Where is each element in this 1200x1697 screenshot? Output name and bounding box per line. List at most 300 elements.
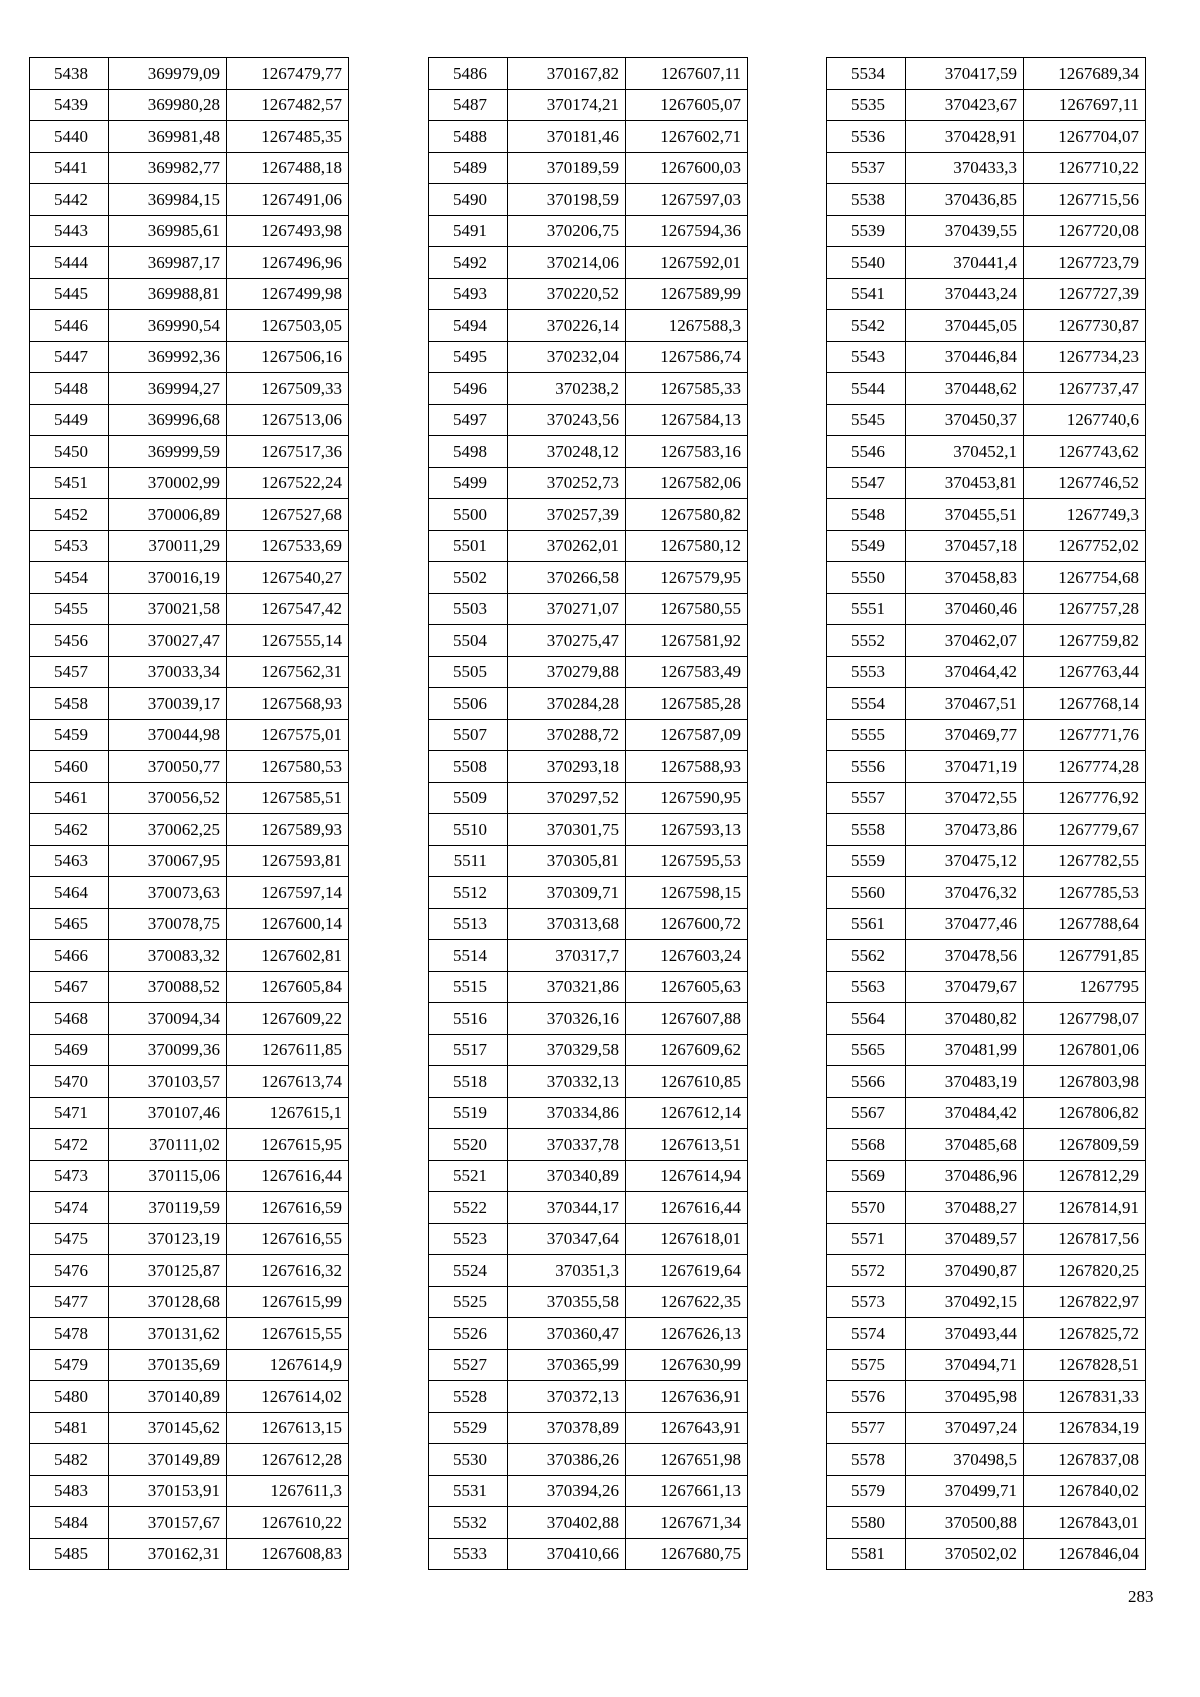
x-coordinate-cell: 369985,61	[109, 215, 227, 247]
table-row	[429, 877, 748, 909]
x-coordinate-cell: 370243,56	[508, 404, 626, 436]
table-row	[827, 656, 1146, 688]
y-coordinate-cell: 1267607,11	[626, 58, 748, 90]
table-row	[827, 152, 1146, 184]
table-row	[827, 310, 1146, 342]
x-coordinate-cell: 370433,3	[906, 152, 1024, 184]
point-number-cell: 5553	[827, 656, 906, 688]
x-coordinate-cell: 370498,5	[906, 1444, 1024, 1476]
point-number-cell: 5443	[30, 215, 109, 247]
point-number-cell: 5448	[30, 373, 109, 405]
point-number-cell: 5509	[429, 782, 508, 814]
point-number-cell: 5545	[827, 404, 906, 436]
point-number-cell: 5470	[30, 1066, 109, 1098]
x-coordinate-cell: 370189,59	[508, 152, 626, 184]
point-number-cell: 5502	[429, 562, 508, 594]
point-number-cell: 5442	[30, 184, 109, 216]
table-row	[30, 1286, 349, 1318]
y-coordinate-cell: 1267630,99	[626, 1349, 748, 1381]
page-number: 283	[1128, 1587, 1154, 1606]
table-row	[827, 1412, 1146, 1444]
point-number-cell: 5540	[827, 247, 906, 279]
y-coordinate-cell: 1267613,15	[227, 1412, 349, 1444]
x-coordinate-cell: 370480,82	[906, 1003, 1024, 1035]
table-row	[429, 688, 748, 720]
point-number-cell: 5496	[429, 373, 508, 405]
table-row	[30, 940, 349, 972]
table-row	[429, 1003, 748, 1035]
table-row	[429, 467, 748, 499]
x-coordinate-cell: 370073,63	[109, 877, 227, 909]
y-coordinate-cell: 1267616,32	[227, 1255, 349, 1287]
y-coordinate-cell: 1267782,55	[1024, 845, 1146, 877]
point-number-cell: 5551	[827, 593, 906, 625]
table-row	[429, 593, 748, 625]
x-coordinate-cell: 370181,46	[508, 121, 626, 153]
y-coordinate-cell: 1267605,07	[626, 89, 748, 121]
y-coordinate-cell: 1267611,85	[227, 1034, 349, 1066]
table-row	[429, 625, 748, 657]
point-number-cell: 5525	[429, 1286, 508, 1318]
y-coordinate-cell: 1267562,31	[227, 656, 349, 688]
point-number-cell: 5548	[827, 499, 906, 531]
x-coordinate-cell: 370094,34	[109, 1003, 227, 1035]
point-number-cell: 5523	[429, 1223, 508, 1255]
table-row	[429, 940, 748, 972]
point-number-cell: 5580	[827, 1507, 906, 1539]
table-row	[429, 1349, 748, 1381]
point-number-cell: 5491	[429, 215, 508, 247]
y-coordinate-cell: 1267580,55	[626, 593, 748, 625]
table-row	[429, 1066, 748, 1098]
point-number-cell: 5507	[429, 719, 508, 751]
x-coordinate-cell: 370472,55	[906, 782, 1024, 814]
y-coordinate-cell: 1267614,9	[227, 1349, 349, 1381]
point-number-cell: 5518	[429, 1066, 508, 1098]
point-number-cell: 5530	[429, 1444, 508, 1476]
y-coordinate-cell: 1267585,51	[227, 782, 349, 814]
y-coordinate-cell: 1267612,14	[626, 1097, 748, 1129]
y-coordinate-cell: 1267611,3	[227, 1475, 349, 1507]
x-coordinate-cell: 370499,71	[906, 1475, 1024, 1507]
point-number-cell: 5526	[429, 1318, 508, 1350]
x-coordinate-cell: 370062,25	[109, 814, 227, 846]
table-row	[30, 310, 349, 342]
x-coordinate-cell: 370332,13	[508, 1066, 626, 1098]
y-coordinate-cell: 1267586,74	[626, 341, 748, 373]
y-coordinate-cell: 1267581,92	[626, 625, 748, 657]
point-number-cell: 5500	[429, 499, 508, 531]
x-coordinate-cell: 370402,88	[508, 1507, 626, 1539]
table-row	[429, 278, 748, 310]
y-coordinate-cell: 1267771,76	[1024, 719, 1146, 751]
x-coordinate-cell: 370462,07	[906, 625, 1024, 657]
x-coordinate-cell: 370214,06	[508, 247, 626, 279]
y-coordinate-cell: 1267798,07	[1024, 1003, 1146, 1035]
y-coordinate-cell: 1267752,02	[1024, 530, 1146, 562]
y-coordinate-cell: 1267671,34	[626, 1507, 748, 1539]
y-coordinate-cell: 1267609,22	[227, 1003, 349, 1035]
point-number-cell: 5469	[30, 1034, 109, 1066]
point-number-cell: 5559	[827, 845, 906, 877]
x-coordinate-cell: 370479,67	[906, 971, 1024, 1003]
y-coordinate-cell: 1267540,27	[227, 562, 349, 594]
x-coordinate-cell: 370198,59	[508, 184, 626, 216]
y-coordinate-cell: 1267605,63	[626, 971, 748, 1003]
point-number-cell: 5505	[429, 656, 508, 688]
table-row	[30, 719, 349, 751]
table-row	[827, 121, 1146, 153]
table-row	[30, 1003, 349, 1035]
table-row	[30, 845, 349, 877]
y-coordinate-cell: 1267568,93	[227, 688, 349, 720]
table-row	[30, 782, 349, 814]
table-row	[827, 1255, 1146, 1287]
point-number-cell: 5438	[30, 58, 109, 90]
table-row	[827, 1129, 1146, 1161]
table-row	[827, 499, 1146, 531]
y-coordinate-cell: 1267715,56	[1024, 184, 1146, 216]
y-coordinate-cell: 1267822,97	[1024, 1286, 1146, 1318]
coordinate-table-1	[29, 57, 349, 1570]
x-coordinate-cell: 370484,42	[906, 1097, 1024, 1129]
table-row	[30, 1381, 349, 1413]
table-row	[429, 1223, 748, 1255]
x-coordinate-cell: 370271,07	[508, 593, 626, 625]
x-coordinate-cell: 370476,32	[906, 877, 1024, 909]
y-coordinate-cell: 1267499,98	[227, 278, 349, 310]
x-coordinate-cell: 370174,21	[508, 89, 626, 121]
point-number-cell: 5456	[30, 625, 109, 657]
y-coordinate-cell: 1267689,34	[1024, 58, 1146, 90]
y-coordinate-cell: 1267589,93	[227, 814, 349, 846]
x-coordinate-cell: 370475,12	[906, 845, 1024, 877]
point-number-cell: 5490	[429, 184, 508, 216]
point-number-cell: 5544	[827, 373, 906, 405]
point-number-cell: 5473	[30, 1160, 109, 1192]
y-coordinate-cell: 1267806,82	[1024, 1097, 1146, 1129]
table-row	[30, 625, 349, 657]
point-number-cell: 5552	[827, 625, 906, 657]
x-coordinate-cell: 370167,82	[508, 58, 626, 90]
x-coordinate-cell: 370452,1	[906, 436, 1024, 468]
point-number-cell: 5538	[827, 184, 906, 216]
table-row	[827, 625, 1146, 657]
point-number-cell: 5461	[30, 782, 109, 814]
coordinate-table-3	[826, 57, 1146, 1570]
x-coordinate-cell: 370056,52	[109, 782, 227, 814]
x-coordinate-cell: 370002,99	[109, 467, 227, 499]
x-coordinate-cell: 369979,09	[109, 58, 227, 90]
y-coordinate-cell: 1267585,33	[626, 373, 748, 405]
y-coordinate-cell: 1267509,33	[227, 373, 349, 405]
x-coordinate-cell: 369987,17	[109, 247, 227, 279]
y-coordinate-cell: 1267704,07	[1024, 121, 1146, 153]
table-row	[429, 562, 748, 594]
point-number-cell: 5581	[827, 1538, 906, 1570]
y-coordinate-cell: 1267768,14	[1024, 688, 1146, 720]
y-coordinate-cell: 1267493,98	[227, 215, 349, 247]
table-row	[30, 1475, 349, 1507]
y-coordinate-cell: 1267774,28	[1024, 751, 1146, 783]
x-coordinate-cell: 369996,68	[109, 404, 227, 436]
y-coordinate-cell: 1267779,67	[1024, 814, 1146, 846]
x-coordinate-cell: 370135,69	[109, 1349, 227, 1381]
point-number-cell: 5479	[30, 1349, 109, 1381]
x-coordinate-cell: 370149,89	[109, 1444, 227, 1476]
y-coordinate-cell: 1267727,39	[1024, 278, 1146, 310]
point-number-cell: 5565	[827, 1034, 906, 1066]
y-coordinate-cell: 1267583,16	[626, 436, 748, 468]
table-row	[30, 1223, 349, 1255]
x-coordinate-cell: 370162,31	[109, 1538, 227, 1570]
y-coordinate-cell: 1267754,68	[1024, 562, 1146, 594]
point-number-cell: 5492	[429, 247, 508, 279]
table-row	[827, 530, 1146, 562]
y-coordinate-cell: 1267613,74	[227, 1066, 349, 1098]
table-row	[429, 499, 748, 531]
y-coordinate-cell: 1267825,72	[1024, 1318, 1146, 1350]
table-row	[30, 1192, 349, 1224]
y-coordinate-cell: 1267527,68	[227, 499, 349, 531]
x-coordinate-cell: 370021,58	[109, 593, 227, 625]
table-row	[429, 1160, 748, 1192]
y-coordinate-cell: 1267616,44	[626, 1192, 748, 1224]
x-coordinate-cell: 370111,02	[109, 1129, 227, 1161]
table-row	[429, 908, 748, 940]
table-row	[827, 1003, 1146, 1035]
y-coordinate-cell: 1267840,02	[1024, 1475, 1146, 1507]
y-coordinate-cell: 1267579,95	[626, 562, 748, 594]
y-coordinate-cell: 1267590,95	[626, 782, 748, 814]
x-coordinate-cell: 370441,4	[906, 247, 1024, 279]
table-row	[429, 814, 748, 846]
table-row	[429, 184, 748, 216]
point-number-cell: 5458	[30, 688, 109, 720]
x-coordinate-cell: 370469,77	[906, 719, 1024, 751]
x-coordinate-cell: 370262,01	[508, 530, 626, 562]
table-row	[827, 184, 1146, 216]
y-coordinate-cell: 1267737,47	[1024, 373, 1146, 405]
x-coordinate-cell: 370238,2	[508, 373, 626, 405]
y-coordinate-cell: 1267615,99	[227, 1286, 349, 1318]
y-coordinate-cell: 1267680,75	[626, 1538, 748, 1570]
x-coordinate-cell: 370344,17	[508, 1192, 626, 1224]
x-coordinate-cell: 370103,57	[109, 1066, 227, 1098]
point-number-cell: 5471	[30, 1097, 109, 1129]
y-coordinate-cell: 1267795	[1024, 971, 1146, 1003]
point-number-cell: 5444	[30, 247, 109, 279]
point-number-cell: 5488	[429, 121, 508, 153]
table-row	[429, 1286, 748, 1318]
y-coordinate-cell: 1267661,13	[626, 1475, 748, 1507]
table-row	[429, 1475, 748, 1507]
table-row	[827, 247, 1146, 279]
point-number-cell: 5535	[827, 89, 906, 121]
point-number-cell: 5450	[30, 436, 109, 468]
point-number-cell: 5447	[30, 341, 109, 373]
table-row	[827, 908, 1146, 940]
table-row	[30, 121, 349, 153]
table-row	[827, 1160, 1146, 1192]
table-row	[30, 373, 349, 405]
point-number-cell: 5506	[429, 688, 508, 720]
x-coordinate-cell: 370386,26	[508, 1444, 626, 1476]
x-coordinate-cell: 370378,89	[508, 1412, 626, 1444]
x-coordinate-cell: 370340,89	[508, 1160, 626, 1192]
table-row	[429, 341, 748, 373]
y-coordinate-cell: 1267482,57	[227, 89, 349, 121]
y-coordinate-cell: 1267809,59	[1024, 1129, 1146, 1161]
table-row	[30, 1255, 349, 1287]
y-coordinate-cell: 1267831,33	[1024, 1381, 1146, 1413]
point-number-cell: 5472	[30, 1129, 109, 1161]
x-coordinate-cell: 370473,86	[906, 814, 1024, 846]
table-row	[429, 656, 748, 688]
table-row	[827, 782, 1146, 814]
point-number-cell: 5527	[429, 1349, 508, 1381]
y-coordinate-cell: 1267812,29	[1024, 1160, 1146, 1192]
x-coordinate-cell: 370347,64	[508, 1223, 626, 1255]
y-coordinate-cell: 1267626,13	[626, 1318, 748, 1350]
point-number-cell: 5477	[30, 1286, 109, 1318]
x-coordinate-cell: 370016,19	[109, 562, 227, 594]
y-coordinate-cell: 1267616,44	[227, 1160, 349, 1192]
y-coordinate-cell: 1267583,49	[626, 656, 748, 688]
table-row	[429, 1318, 748, 1350]
x-coordinate-cell: 370446,84	[906, 341, 1024, 373]
x-coordinate-cell: 370489,57	[906, 1223, 1024, 1255]
point-number-cell: 5493	[429, 278, 508, 310]
x-coordinate-cell: 370464,42	[906, 656, 1024, 688]
x-coordinate-cell: 370453,81	[906, 467, 1024, 499]
table-row	[827, 1286, 1146, 1318]
point-number-cell: 5579	[827, 1475, 906, 1507]
table-row	[30, 278, 349, 310]
table-row	[429, 719, 748, 751]
table-row	[30, 1129, 349, 1161]
point-number-cell: 5516	[429, 1003, 508, 1035]
table-row	[827, 58, 1146, 90]
y-coordinate-cell: 1267607,88	[626, 1003, 748, 1035]
y-coordinate-cell: 1267612,28	[227, 1444, 349, 1476]
table-row	[429, 215, 748, 247]
y-coordinate-cell: 1267555,14	[227, 625, 349, 657]
y-coordinate-cell: 1267814,91	[1024, 1192, 1146, 1224]
table-row	[827, 1318, 1146, 1350]
point-number-cell: 5455	[30, 593, 109, 625]
point-number-cell: 5463	[30, 845, 109, 877]
y-coordinate-cell: 1267600,03	[626, 152, 748, 184]
x-coordinate-cell: 370321,86	[508, 971, 626, 1003]
table-row	[429, 751, 748, 783]
y-coordinate-cell: 1267488,18	[227, 152, 349, 184]
point-number-cell: 5541	[827, 278, 906, 310]
point-number-cell: 5485	[30, 1538, 109, 1570]
x-coordinate-cell: 370257,39	[508, 499, 626, 531]
x-coordinate-cell: 370044,98	[109, 719, 227, 751]
point-number-cell: 5454	[30, 562, 109, 594]
x-coordinate-cell: 370313,68	[508, 908, 626, 940]
point-number-cell: 5531	[429, 1475, 508, 1507]
x-coordinate-cell: 370301,75	[508, 814, 626, 846]
y-coordinate-cell: 1267720,08	[1024, 215, 1146, 247]
x-coordinate-cell: 370248,12	[508, 436, 626, 468]
x-coordinate-cell: 370275,47	[508, 625, 626, 657]
x-coordinate-cell: 370128,68	[109, 1286, 227, 1318]
x-coordinate-cell: 370027,47	[109, 625, 227, 657]
table-row	[30, 467, 349, 499]
y-coordinate-cell: 1267746,52	[1024, 467, 1146, 499]
x-coordinate-cell: 370351,3	[508, 1255, 626, 1287]
table-row	[30, 530, 349, 562]
point-number-cell: 5560	[827, 877, 906, 909]
point-number-cell: 5460	[30, 751, 109, 783]
point-number-cell: 5529	[429, 1412, 508, 1444]
point-number-cell: 5466	[30, 940, 109, 972]
point-number-cell: 5483	[30, 1475, 109, 1507]
y-coordinate-cell: 1267522,24	[227, 467, 349, 499]
point-number-cell: 5555	[827, 719, 906, 751]
table-row	[30, 688, 349, 720]
table-row	[827, 1034, 1146, 1066]
x-coordinate-cell: 370410,66	[508, 1538, 626, 1570]
table-row	[30, 1349, 349, 1381]
point-number-cell: 5476	[30, 1255, 109, 1287]
table-row	[30, 1538, 349, 1570]
x-coordinate-cell: 370500,88	[906, 1507, 1024, 1539]
x-coordinate-cell: 369984,15	[109, 184, 227, 216]
y-coordinate-cell: 1267592,01	[626, 247, 748, 279]
point-number-cell: 5570	[827, 1192, 906, 1224]
x-coordinate-cell: 370355,58	[508, 1286, 626, 1318]
point-number-cell: 5578	[827, 1444, 906, 1476]
x-coordinate-cell: 370458,83	[906, 562, 1024, 594]
x-coordinate-cell: 370492,15	[906, 1286, 1024, 1318]
y-coordinate-cell: 1267600,14	[227, 908, 349, 940]
point-number-cell: 5445	[30, 278, 109, 310]
x-coordinate-cell: 370365,99	[508, 1349, 626, 1381]
table-row	[30, 1066, 349, 1098]
point-number-cell: 5537	[827, 152, 906, 184]
y-coordinate-cell: 1267580,82	[626, 499, 748, 531]
table-row	[30, 1318, 349, 1350]
y-coordinate-cell: 1267616,55	[227, 1223, 349, 1255]
x-coordinate-cell: 370266,58	[508, 562, 626, 594]
table-row	[429, 1538, 748, 1570]
y-coordinate-cell: 1267788,64	[1024, 908, 1146, 940]
point-number-cell: 5501	[429, 530, 508, 562]
y-coordinate-cell: 1267593,13	[626, 814, 748, 846]
point-number-cell: 5474	[30, 1192, 109, 1224]
point-number-cell: 5503	[429, 593, 508, 625]
y-coordinate-cell: 1267588,93	[626, 751, 748, 783]
y-coordinate-cell: 1267697,11	[1024, 89, 1146, 121]
table-row	[429, 1129, 748, 1161]
y-coordinate-cell: 1267820,25	[1024, 1255, 1146, 1287]
y-coordinate-cell: 1267595,53	[626, 845, 748, 877]
point-number-cell: 5451	[30, 467, 109, 499]
x-coordinate-cell: 370083,32	[109, 940, 227, 972]
x-coordinate-cell: 370157,67	[109, 1507, 227, 1539]
x-coordinate-cell: 370423,67	[906, 89, 1024, 121]
x-coordinate-cell: 370220,52	[508, 278, 626, 310]
point-number-cell: 5574	[827, 1318, 906, 1350]
y-coordinate-cell: 1267763,44	[1024, 656, 1146, 688]
x-coordinate-cell: 370293,18	[508, 751, 626, 783]
x-coordinate-cell: 370334,86	[508, 1097, 626, 1129]
point-number-cell: 5561	[827, 908, 906, 940]
